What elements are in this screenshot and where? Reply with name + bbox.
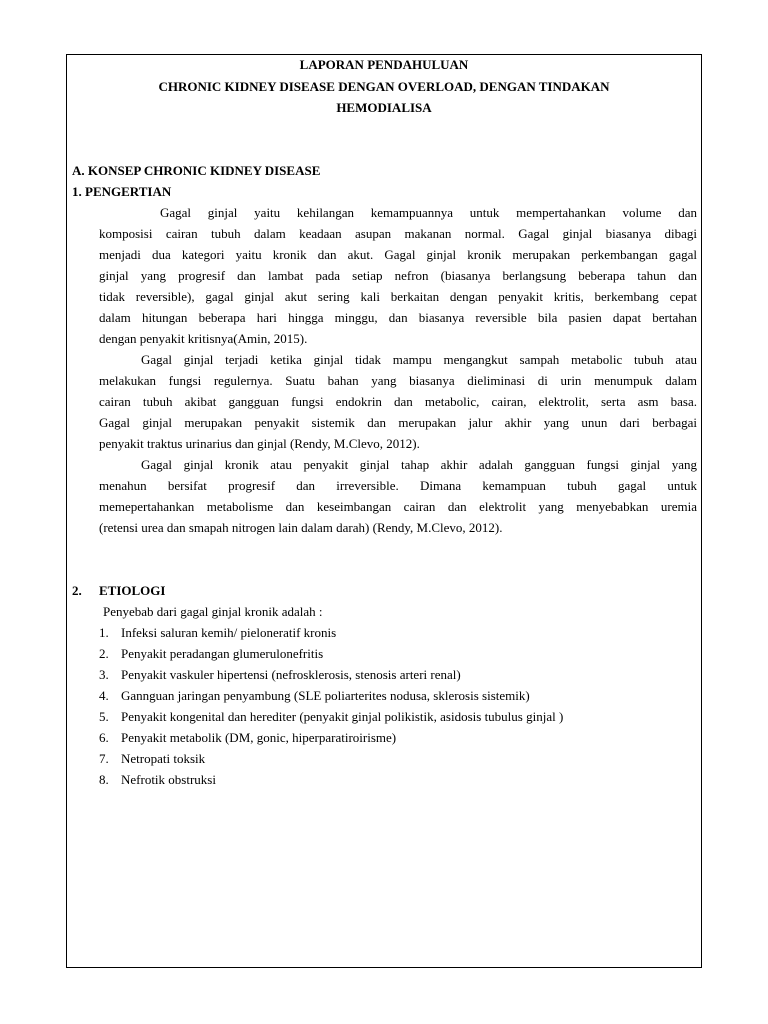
report-subtitle-line2: HEMODIALISA — [336, 100, 432, 115]
list-item-number: 5. — [99, 709, 109, 724]
paragraph-1-line: komposisi cairan tubuh dalam keadaan asupan makanan normal. Gagal ginjal biasanya dibagi — [99, 226, 697, 241]
paragraph-1-line: menjadi dua kategori yaitu kronik dan akut. Gagal ginjal kronik merupakan perkembangan gagal — [99, 247, 697, 262]
paragraph-3-line: memepertahankan metabolisme dan keseimbangan cairan dan elektrolit yang menyebabkan uremia — [99, 499, 697, 514]
paragraph-2-line: penyakit traktus urinarius dan ginjal (Rendy, M.Clevo, 2012). — [99, 436, 420, 451]
etiologi-heading-number: 2. — [72, 583, 82, 598]
paragraph-1-line: ginjal yang progresif dan lambat pada setiap nefron (biasanya berlangsung beberapa tahun dan — [99, 268, 697, 283]
paragraph-1-line: tidak reversible), gagal ginjal akut sering kali berkaitan dengan penyakit kritis, berkembang cepat — [99, 289, 697, 304]
list-item: Nefrotik obstruksi — [121, 772, 216, 787]
report-title: LAPORAN PENDAHULUAN — [299, 57, 469, 72]
paragraph-3-line: Gagal ginjal kronik atau penyakit ginjal tahap akhir adalah gangguan fungsi ginjal yang — [141, 457, 697, 472]
list-item-number: 8. — [99, 772, 109, 787]
etiologi-intro: Penyebab dari gagal ginjal kronik adalah : — [103, 604, 323, 619]
paragraph-1-line: dengan penyakit kritisnya(Amin, 2015). — [99, 331, 308, 346]
list-item-number: 7. — [99, 751, 109, 766]
paragraph-1-line: Gagal ginjal yaitu kehilangan kemampuannya untuk mempertahankan volume dan — [160, 205, 697, 220]
pengertian-heading: 1. PENGERTIAN — [72, 184, 172, 199]
paragraph-3-line: (retensi urea dan smapah nitrogen lain dalam darah) (Rendy, M.Clevo, 2012). — [99, 520, 503, 535]
report-subtitle-line1: CHRONIC KIDNEY DISEASE DENGAN OVERLOAD, DENGAN TINDAKAN — [158, 79, 610, 94]
list-item: Penyakit peradangan glumerulonefritis — [121, 646, 324, 661]
list-item: Infeksi saluran kemih/ pieloneratif kronis — [121, 625, 337, 640]
paragraph-2-line: Gagal ginjal terjadi ketika ginjal tidak mampu mengangkut sampah metabolic tubuh atau — [141, 352, 697, 367]
list-item: Netropati toksik — [121, 751, 206, 766]
list-item: Penyakit kongenital dan herediter (penyakit ginjal polikistik, asidosis tubulus ginjal ) — [121, 709, 564, 724]
paragraph-3-line: menahun bersifat progresif dan irreversible. Dimana kemampuan tubuh gagal untuk — [99, 478, 697, 493]
paragraph-1-line: dalam hitungan beberapa hari hingga minggu, dan biasanya reversible bila pasien dapat bertahan — [99, 310, 697, 325]
paragraph-2-line: cairan tubuh akibat gangguan fungsi endokrin dan metabolic, cairan, elektrolit, serta asm basa. — [99, 394, 697, 409]
list-item: Gannguan jaringan penyambung (SLE poliarterites nodusa, sklerosis sistemik) — [121, 688, 530, 703]
list-item-number: 1. — [99, 625, 109, 640]
list-item-number: 2. — [99, 646, 109, 661]
section-a-heading: A. KONSEP CHRONIC KIDNEY DISEASE — [72, 163, 321, 178]
list-item: Penyakit vaskuler hipertensi (nefrosklerosis, stenosis arteri renal) — [121, 667, 461, 682]
list-item-number: 6. — [99, 730, 109, 745]
etiologi-heading: ETIOLOGI — [99, 583, 166, 598]
paragraph-2-line: melakukan fungsi regulernya. Suatu bahan yang biasanya dieliminasi di urin menumpuk dalam — [99, 373, 697, 388]
list-item: Penyakit metabolik (DM, gonic, hiperparatiroirisme) — [121, 730, 397, 745]
list-item-number: 3. — [99, 667, 109, 682]
paragraph-2-line: Gagal ginjal merupakan penyakit sistemik dan merupakan jalur akhir yang unun dari berbagai — [99, 415, 697, 430]
list-item-number: 4. — [99, 688, 109, 703]
